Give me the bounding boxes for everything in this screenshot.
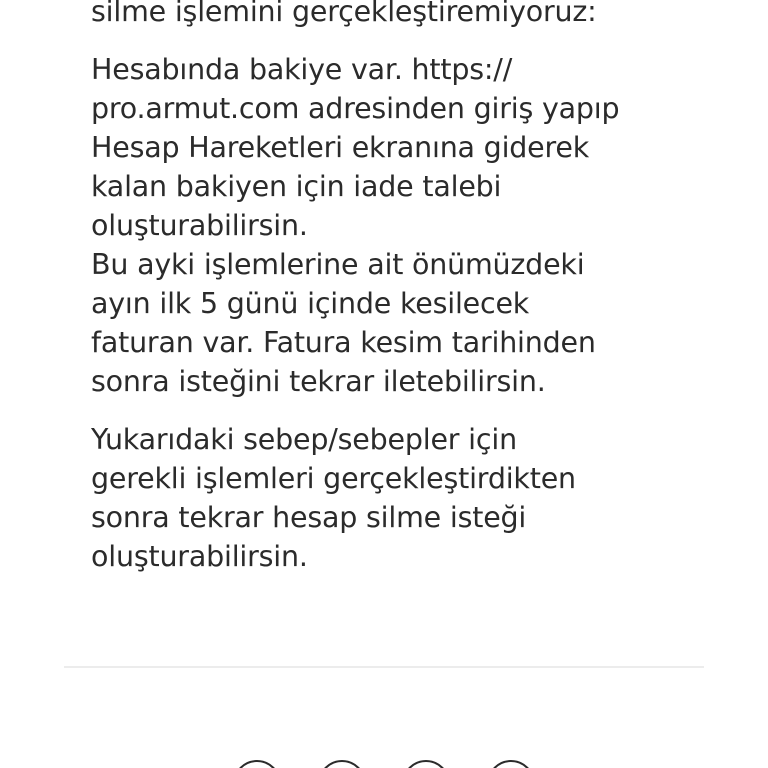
closing-line: gerekli işlemleri gerçekleştirdikten bbox=[91, 462, 576, 495]
reasons-paragraph bbox=[91, 50, 731, 401]
closing-line: Yukarıdaki sebep/sebepler için bbox=[91, 423, 517, 456]
social-icon-4[interactable] bbox=[487, 760, 535, 768]
reason-line: kalan bakiyen için iade talebi bbox=[91, 170, 502, 203]
social-icon-3[interactable] bbox=[402, 760, 450, 768]
reason-line: Bu ayki işlemlerine ait önümüzdeki bbox=[91, 248, 585, 281]
closing-line: oluşturabilirsin. bbox=[91, 540, 308, 573]
reason-line: ayın ilk 5 günü içinde kesilecek bbox=[91, 287, 530, 320]
intro-line: silme işlemini gerçekleştiremiyoruz: bbox=[91, 0, 597, 28]
email-body bbox=[91, 0, 731, 576]
paragraph-gap bbox=[91, 31, 731, 50]
intro-text bbox=[91, 0, 731, 31]
footer-divider bbox=[64, 666, 704, 668]
social-icon-2[interactable] bbox=[318, 760, 366, 768]
closing-paragraph bbox=[91, 420, 731, 576]
closing-line: sonra tekrar hesap silme isteği bbox=[91, 501, 527, 534]
reason-line: oluşturabilirsin. bbox=[91, 209, 308, 242]
social-icon-1[interactable] bbox=[233, 760, 281, 768]
reason-line: pro.armut.com adresinden giriş yapıp bbox=[91, 92, 620, 125]
reason-line: Hesap Hareketleri ekranına giderek bbox=[91, 131, 590, 164]
paragraph-gap bbox=[91, 401, 731, 420]
reason-line: faturan var. Fatura kesim tarihinden bbox=[91, 326, 596, 359]
reason-line: sonra isteğini tekrar iletebilirsin. bbox=[91, 365, 546, 398]
reason-line: Hesabında bakiye var. https:// bbox=[91, 53, 513, 86]
